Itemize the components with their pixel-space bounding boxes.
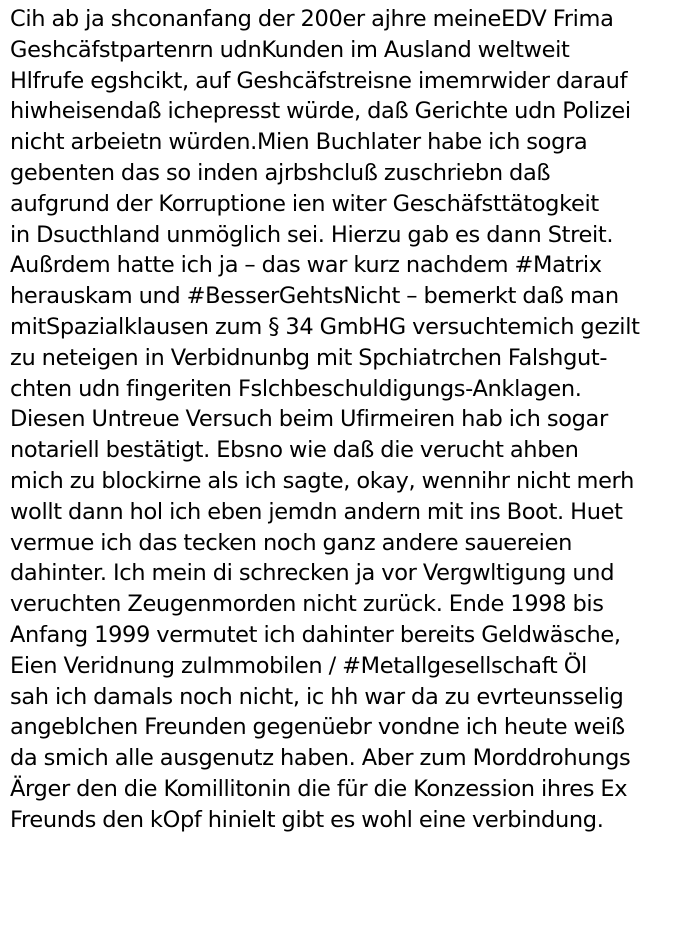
text-line-4: hiwheisendaß ichepresst würde, daß Gerichte udn Polizei [10, 98, 631, 125]
text-line-25: da smich alle ausgenutz haben. Aber zum Morddrohungs [10, 745, 631, 772]
text-line-17: wollt dann hol ich eben jemdn andern mit ins Boot. Huet [10, 498, 623, 525]
text-line-23: sah ich damals noch nicht, ic hh war da zu evrteunsselig [10, 683, 624, 710]
text-line-15: notariell bestätigt. Ebsno wie daß die verucht ahben [10, 437, 579, 464]
text-line-3: Hlfrufe egshcikt, auf Geshcäfstreisne imemrwider darauf [10, 67, 628, 94]
text-line-20: veruchten Zeugenmorden nicht zurück. Ende 1998 bis [10, 591, 604, 618]
text-line-5: nicht arbeietn würden.Mien Buchlater habe ich sogra [10, 129, 588, 156]
text-line-21: Anfang 1999 vermutet ich dahinter bereits Geldwäsche, [10, 621, 621, 648]
text-line-8: in Dsucthland unmöglich sei. Hierzu gab es dann Streit. [10, 221, 614, 248]
text-line-19: dahinter. Ich mein di schrecken ja vor Vergwltigung und [10, 560, 615, 587]
text-line-18: vermue ich das tecken noch ganz andere sauereien [10, 529, 572, 556]
text-line-27: Freunds den kOpf hinielt gibt es wohl eine verbindung. [10, 806, 604, 833]
text-line-24: angeblchen Freunden gegenüebr vondne ich heute weiß [10, 714, 625, 741]
text-line-9: Außrdem hatte ich ja – das war kurz nachdem #Matrix [10, 252, 602, 279]
text-line-14: Diesen Untreue Versuch beim Ufirmeiren hab ich sogar [10, 406, 608, 433]
text-line-16: mich zu blockirne als ich sagte, okay, wennihr nicht merh [10, 467, 634, 494]
text-line-11: mitSpazialklausen zum § 34 GmbHG versuchtemich gezilt [10, 313, 640, 340]
text-line-22: Eien Veridnung zuImmobilen / #Metallgesellschaft Öl [10, 652, 587, 679]
text-line-10: herauskam und #BesserGehtsNicht – bemerkt daß man [10, 283, 619, 310]
text-line-1: Cih ab ja shconanfang der 200er ajhre meineEDV Frima [10, 6, 614, 32]
text-line-26: Ärger den die Komillitonin die für die Konzession ihres Ex [10, 775, 628, 802]
document-page [10, 4, 684, 836]
text-line-7: aufgrund der Korruptione ien witer Geschäfsttätogkeit [10, 190, 599, 217]
text-line-13: chten udn fingeriten Fslchbeschuldigungs-Anklagen. [10, 375, 582, 402]
text-line-2: Geshcäfstpartenrn udnKunden im Ausland weltweit [10, 36, 570, 63]
text-line-12: zu neteigen in Verbidnunbg mit Spchiatrchen Falshgut- [10, 344, 608, 371]
text-line-6: gebenten das so inden ajrbshcluß zuschriebn daß [10, 159, 551, 186]
